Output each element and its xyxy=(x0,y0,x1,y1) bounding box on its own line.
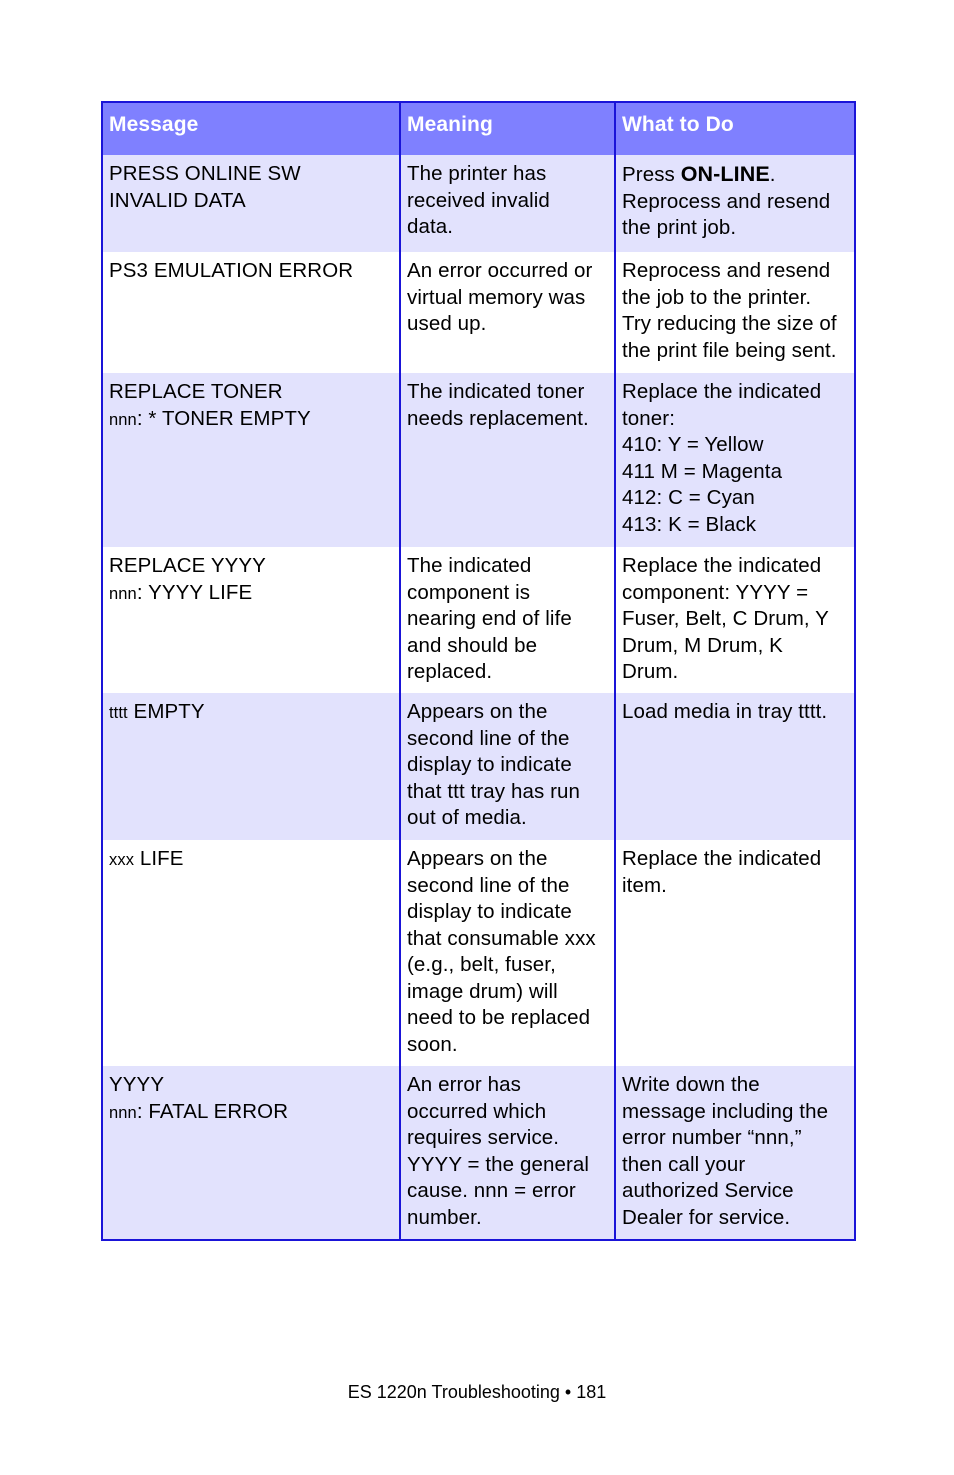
message-variable: nnn xyxy=(109,410,137,429)
message-line: YYYY xyxy=(109,1073,165,1096)
meaning-line: display to indicate xyxy=(407,753,572,776)
action-line: Replace the indicated xyxy=(622,380,822,403)
message-cell xyxy=(103,693,401,840)
meaning-cell xyxy=(401,840,616,1066)
meaning-cell xyxy=(401,252,616,373)
meaning-cell xyxy=(401,155,616,252)
action-line: 410: Y = Yellow xyxy=(622,433,764,456)
action-line xyxy=(622,161,848,189)
action-line: Reprocess and resend xyxy=(622,189,831,213)
action-line: authorized Service xyxy=(622,1179,794,1202)
message-line: INVALID DATA xyxy=(109,188,246,212)
action-line: Reprocess and resend xyxy=(622,259,831,282)
action-suffix: . xyxy=(769,163,776,186)
action-line: the job to the printer. xyxy=(622,285,812,309)
message-cell xyxy=(103,1066,401,1239)
online-key-label: ON-LINE xyxy=(680,162,770,186)
message-text: LIFE xyxy=(134,847,184,870)
meaning-line: cause. nnn = error xyxy=(407,1179,576,1202)
action-line: Load media in tray tttt. xyxy=(622,700,828,723)
action-line: 412: C = Cyan xyxy=(622,486,755,509)
action-line: Drum, M Drum, K xyxy=(622,633,783,657)
message-cell xyxy=(103,373,401,547)
meaning-line: second line of the xyxy=(407,873,570,897)
action-line: Fuser, Belt, C Drum, Y xyxy=(622,607,829,630)
message-line: PRESS ONLINE SW xyxy=(109,162,301,185)
meaning-line: occurred which xyxy=(407,1099,547,1123)
message-text: : YYYY LIFE xyxy=(136,580,253,604)
action-line: 411 M = Magenta xyxy=(622,459,783,483)
meaning-line: needs replacement. xyxy=(407,406,589,430)
meaning-line: replaced. xyxy=(407,660,493,683)
meaning-line: second line of the xyxy=(407,726,570,750)
meaning-line: requires service. xyxy=(407,1126,560,1149)
action-cell xyxy=(616,693,854,840)
meaning-line: Appears on the xyxy=(407,700,548,723)
message-line xyxy=(109,1099,393,1127)
action-line: Drum. xyxy=(622,660,679,683)
meaning-line: The printer has xyxy=(407,162,547,185)
action-cell xyxy=(616,252,854,373)
page-footer: ES 1220n Troubleshooting • 181 xyxy=(347,1382,607,1402)
meaning-line: Appears on the xyxy=(407,847,548,870)
table-row xyxy=(103,840,854,1066)
action-line: component: YYYY = xyxy=(622,580,809,604)
action-cell xyxy=(616,1066,854,1239)
header-meaning: Meaning xyxy=(401,103,616,155)
message-cell xyxy=(103,840,401,1066)
meaning-line: data. xyxy=(407,215,454,238)
message-text: EMPTY xyxy=(127,700,205,723)
meaning-line: component is xyxy=(407,580,531,604)
meaning-line: nearing end of life xyxy=(407,607,572,630)
meaning-line: An error occurred or xyxy=(407,259,593,282)
message-line xyxy=(109,846,393,874)
meaning-line: received invalid xyxy=(407,188,550,212)
message-line: REPLACE YYYY xyxy=(109,554,266,577)
meaning-cell xyxy=(401,1066,616,1239)
message-line xyxy=(109,580,393,608)
table-row xyxy=(103,252,854,373)
action-line: Replace the indicated xyxy=(622,554,822,577)
troubleshooting-table xyxy=(101,101,856,1241)
action-cell xyxy=(616,373,854,547)
meaning-line: that ttt tray has run xyxy=(407,779,581,803)
action-line: Dealer for service. xyxy=(622,1205,791,1229)
message-variable: nnn xyxy=(109,584,137,603)
action-line: the print job. xyxy=(622,216,737,239)
action-line: Write down the xyxy=(622,1073,760,1096)
meaning-line: need to be replaced xyxy=(407,1006,591,1029)
action-cell xyxy=(616,547,854,693)
table-header-row xyxy=(103,103,854,155)
meaning-line: (e.g., belt, fuser, xyxy=(407,953,556,976)
meaning-line: out of media. xyxy=(407,806,527,829)
message-variable: xxx xyxy=(109,851,135,869)
message-text: : FATAL ERROR xyxy=(136,1099,289,1123)
action-line: Try reducing the size of xyxy=(622,312,837,335)
header-what-to-do: What to Do xyxy=(616,103,854,155)
message-line: PS3 EMULATION ERROR xyxy=(109,259,354,282)
message-cell xyxy=(103,252,401,373)
action-cell xyxy=(616,840,854,1066)
header-message: Message xyxy=(103,103,401,155)
action-line: 413: K = Black xyxy=(622,512,757,536)
table-row xyxy=(103,1066,854,1239)
action-line: error number “nnn,” xyxy=(622,1126,802,1149)
action-line: Replace the indicated xyxy=(622,847,822,870)
table-row xyxy=(103,373,854,547)
action-line: message including the xyxy=(622,1099,829,1123)
message-variable: tttt xyxy=(109,704,128,722)
message-cell xyxy=(103,547,401,693)
action-cell xyxy=(616,155,854,252)
meaning-line: display to indicate xyxy=(407,900,572,923)
message-line xyxy=(109,406,393,434)
message-variable: nnn xyxy=(109,1103,137,1122)
meaning-cell xyxy=(401,547,616,693)
message-text: : * TONER EMPTY xyxy=(136,406,311,430)
meaning-line: The indicated xyxy=(407,554,532,577)
meaning-line: soon. xyxy=(407,1032,458,1056)
meaning-line: The indicated toner xyxy=(407,380,585,403)
action-prefix: Press xyxy=(622,163,681,186)
message-line: REPLACE TONER xyxy=(109,380,283,403)
meaning-cell xyxy=(401,693,616,840)
message-line xyxy=(109,699,393,727)
action-line: toner: xyxy=(622,406,676,430)
message-cell xyxy=(103,155,401,252)
action-line: then call your xyxy=(622,1152,746,1176)
meaning-line: and should be xyxy=(407,633,538,657)
meaning-line: image drum) will xyxy=(407,979,558,1003)
action-line: the print file being sent. xyxy=(622,338,837,362)
meaning-line: YYYY = the general xyxy=(407,1152,590,1176)
meaning-line: that consumable xxx xyxy=(407,926,596,950)
table-row xyxy=(103,155,854,252)
meaning-cell xyxy=(401,373,616,547)
meaning-line: virtual memory was xyxy=(407,285,586,309)
meaning-line: number. xyxy=(407,1205,482,1229)
meaning-line: used up. xyxy=(407,312,487,335)
table-row xyxy=(103,547,854,693)
meaning-line: An error has xyxy=(407,1073,521,1096)
action-line: item. xyxy=(622,873,667,897)
table-row xyxy=(103,693,854,840)
